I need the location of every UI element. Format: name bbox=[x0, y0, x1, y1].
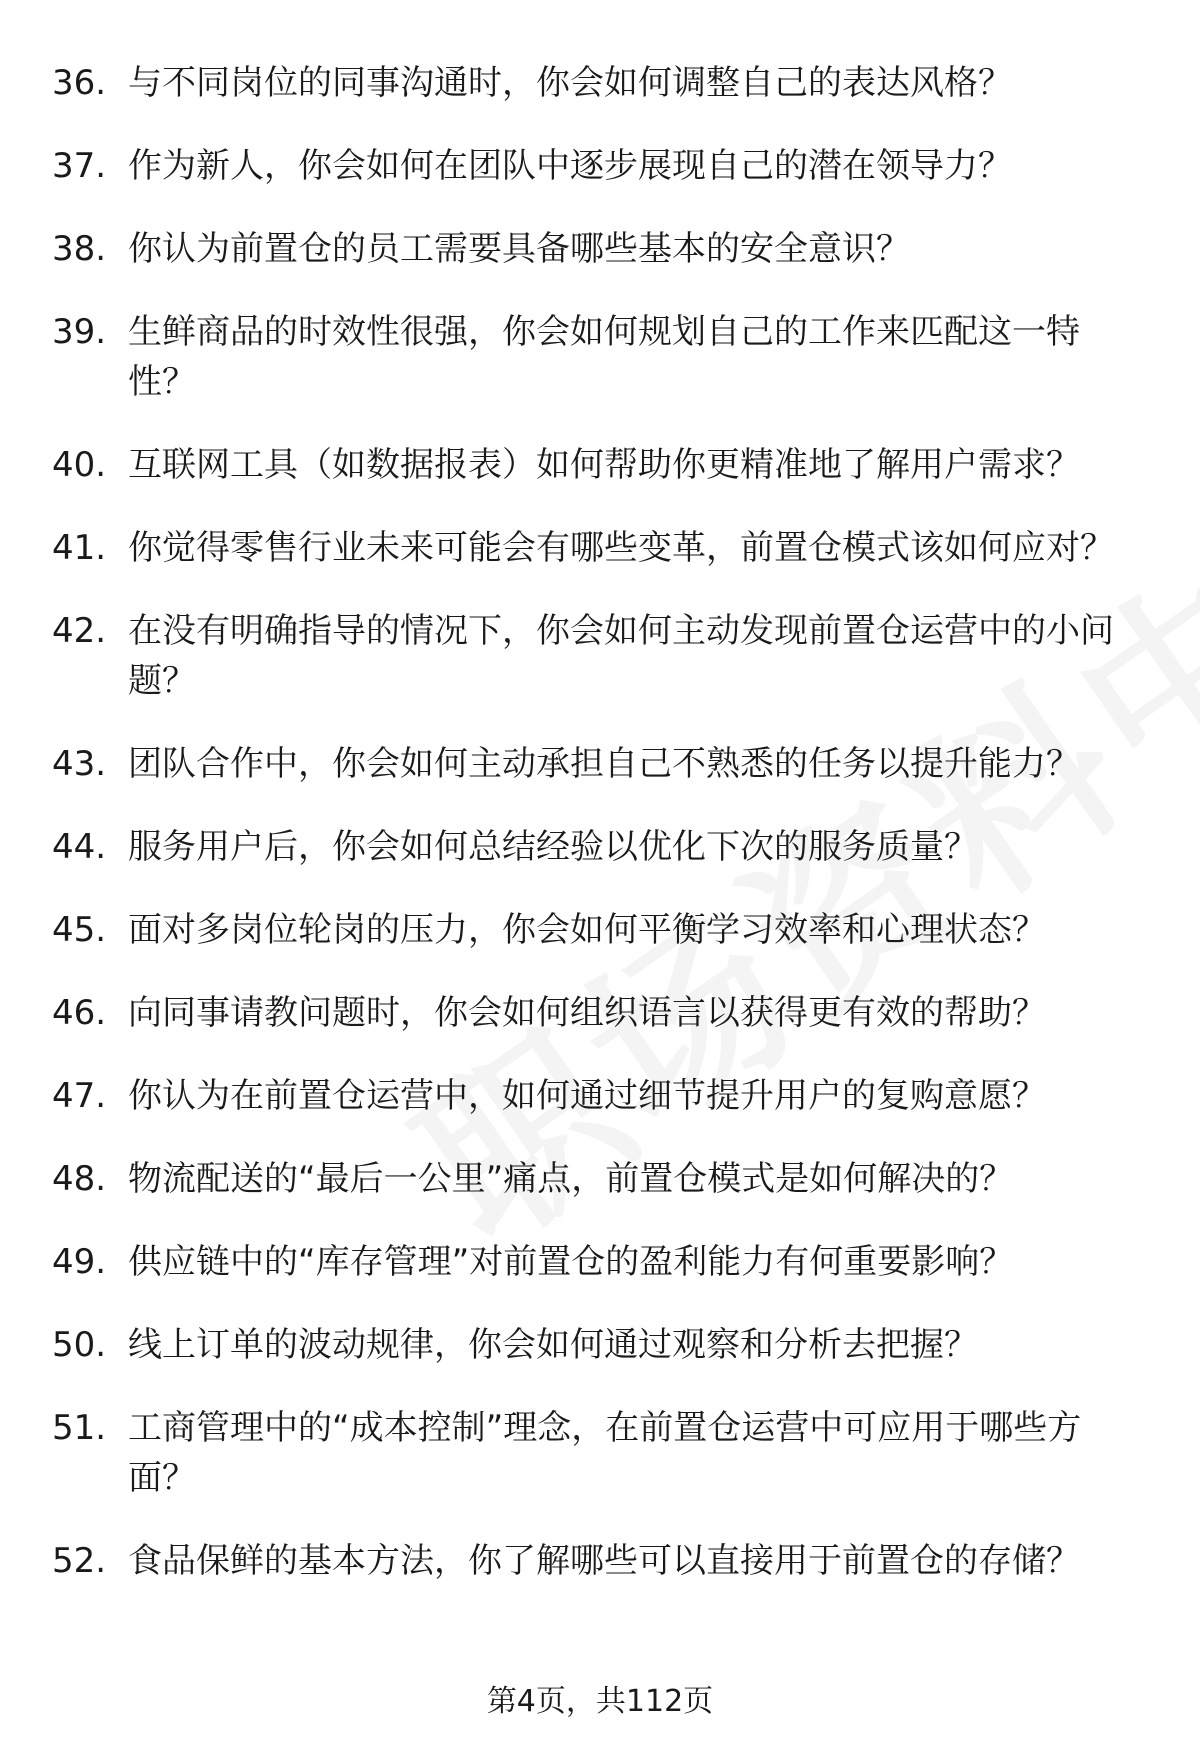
question-text: 物流配送的“最后一公里”痛点，前置仓模式是如何解决的？ bbox=[128, 1159, 1014, 1199]
question-number: 36. bbox=[52, 63, 107, 103]
question-text: 供应链中的“库存管理”对前置仓的盈利能力有何重要影响？ bbox=[128, 1242, 1014, 1282]
question-item bbox=[0, 1154, 1200, 1204]
question-number: 47. bbox=[52, 1076, 107, 1116]
question-number: 38. bbox=[52, 229, 107, 269]
question-text: 面对多岗位轮岗的压力，你会如何平衡学习效率和心理状态？ bbox=[128, 910, 1046, 950]
question-item bbox=[0, 224, 1200, 274]
question-text: 服务用户后，你会如何总结经验以优化下次的服务质量？ bbox=[128, 827, 978, 867]
question-item bbox=[0, 739, 1200, 789]
question-text: 食品保鲜的基本方法，你了解哪些可以直接用于前置仓的存储？ bbox=[128, 1541, 1080, 1581]
question-number: 44. bbox=[52, 827, 107, 867]
question-item bbox=[0, 523, 1200, 573]
question-text: 在没有明确指导的情况下，你会如何主动发现前置仓运营中的小问题？ bbox=[128, 611, 1114, 701]
question-number: 50. bbox=[52, 1325, 107, 1365]
question-item bbox=[0, 905, 1200, 955]
question-item bbox=[0, 1536, 1200, 1586]
question-number: 45. bbox=[52, 910, 107, 950]
question-number: 43. bbox=[52, 744, 107, 784]
question-number: 52. bbox=[52, 1541, 107, 1581]
question-text: 生鲜商品的时效性很强，你会如何规划自己的工作来匹配这一特性？ bbox=[128, 312, 1080, 402]
question-number: 37. bbox=[52, 146, 107, 186]
question-item bbox=[0, 307, 1200, 407]
question-number: 49. bbox=[52, 1242, 107, 1282]
question-text: 你觉得零售行业未来可能会有哪些变革，前置仓模式该如何应对？ bbox=[128, 528, 1114, 568]
question-number: 48. bbox=[52, 1159, 107, 1199]
question-text: 你认为在前置仓运营中，如何通过细节提升用户的复购意愿？ bbox=[128, 1076, 1046, 1116]
question-item bbox=[0, 1071, 1200, 1121]
question-text: 团队合作中，你会如何主动承担自己不熟悉的任务以提升能力？ bbox=[128, 744, 1080, 784]
question-text: 作为新人，你会如何在团队中逐步展现自己的潜在领导力？ bbox=[128, 146, 1012, 186]
question-item bbox=[0, 440, 1200, 490]
question-text: 与不同岗位的同事沟通时，你会如何调整自己的表达风格？ bbox=[128, 63, 1012, 103]
question-item bbox=[0, 58, 1200, 108]
page-footer: 第4页，共112页 bbox=[486, 1684, 714, 1719]
question-text: 工商管理中的“成本控制”理念，在前置仓运营中可应用于哪些方面？ bbox=[128, 1408, 1082, 1498]
question-item bbox=[0, 988, 1200, 1038]
question-number: 51. bbox=[52, 1408, 107, 1448]
question-item bbox=[0, 822, 1200, 872]
question-item bbox=[0, 606, 1200, 706]
question-item bbox=[0, 1237, 1200, 1287]
question-text: 你认为前置仓的员工需要具备哪些基本的安全意识？ bbox=[128, 229, 910, 269]
question-item bbox=[0, 141, 1200, 191]
question-text: 线上订单的波动规律，你会如何通过观察和分析去把握？ bbox=[128, 1325, 978, 1365]
question-text: 互联网工具（如数据报表）如何帮助你更精准地了解用户需求？ bbox=[128, 445, 1080, 485]
question-item bbox=[0, 1320, 1200, 1370]
question-number: 40. bbox=[52, 445, 107, 485]
question-number: 46. bbox=[52, 993, 107, 1033]
question-item bbox=[0, 1403, 1200, 1503]
question-number: 41. bbox=[52, 528, 107, 568]
question-number: 42. bbox=[52, 611, 107, 651]
question-text: 向同事请教问题时，你会如何组织语言以获得更有效的帮助？ bbox=[128, 993, 1046, 1033]
question-number: 39. bbox=[52, 312, 107, 352]
question-list bbox=[0, 58, 1200, 1619]
